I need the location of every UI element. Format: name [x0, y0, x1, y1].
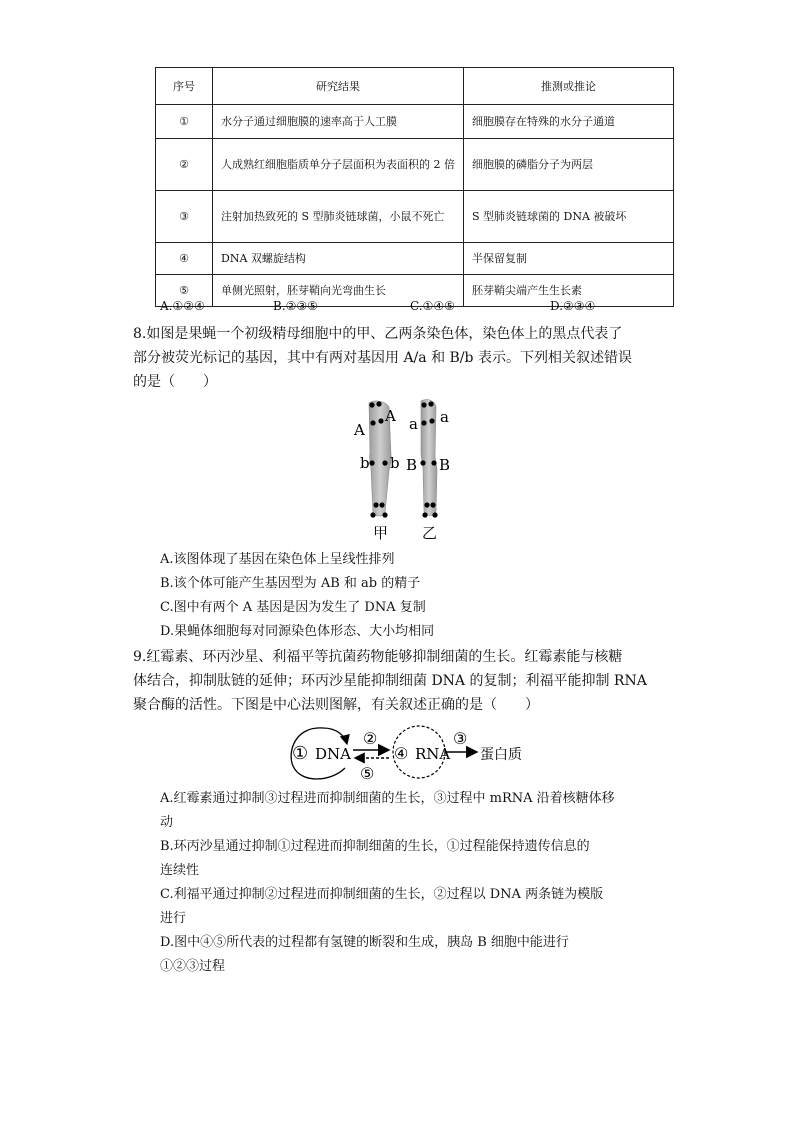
- label-B-right: B: [439, 456, 451, 474]
- label-b-right: b: [390, 454, 400, 472]
- chromosome-yi: [421, 400, 437, 516]
- row-result: 人成熟红细胞脂质单分子层面积为表面积的 2 倍: [213, 139, 464, 191]
- research-table: [155, 67, 674, 307]
- table-row: [156, 139, 674, 191]
- header-number: 序号: [156, 68, 213, 105]
- q9-option-a-line2: 动: [160, 815, 174, 830]
- row-inference: S 型肺炎链球菌的 DNA 被破坏: [464, 191, 674, 243]
- row-number: ③: [156, 191, 213, 243]
- q7-option-d[interactable]: D.②③④: [550, 299, 596, 313]
- label-rna: RNA: [415, 745, 451, 763]
- q8-stem-line1: 8.如图是果蝇一个初级精母细胞中的甲、乙两条染色体，染色体上的黑点代表了: [133, 326, 623, 342]
- q9-option-d-line2: ①②③过程: [160, 959, 226, 974]
- label-jia: 甲: [373, 524, 389, 542]
- label-A-left: A: [354, 421, 365, 439]
- row-number: ⑤: [156, 275, 213, 307]
- row-number: ①: [156, 105, 213, 139]
- label-protein: 蛋白质: [480, 747, 522, 763]
- label-B-left: B: [406, 456, 418, 474]
- q8-stem-line3: 的是（ ）: [133, 374, 217, 390]
- q9-option-c-line1[interactable]: C.利福平通过抑制②过程进而抑制细菌的生长，②过程以 DNA 两条链为模版: [160, 887, 604, 902]
- q8-option-c[interactable]: C.图中有两个 A 基因是因为发生了 DNA 复制: [160, 600, 426, 615]
- q7-option-c[interactable]: C.①④⑤: [410, 299, 455, 313]
- row-result: 水分子通过细胞膜的速率高于人工膜: [213, 105, 464, 139]
- q9-option-c-line2: 进行: [160, 911, 187, 926]
- label-a-right: a: [440, 408, 449, 426]
- label-n3: ③: [453, 729, 468, 748]
- q9-option-d-line1[interactable]: D.图中④⑤所代表的过程都有氢键的断裂和生成，胰岛 B 细胞中能进行: [160, 935, 569, 950]
- label-A-right: A: [385, 407, 396, 425]
- q9-stem-line2: 体结合，抑制肽链的延伸；环丙沙星能抑制细菌 DNA 的复制；利福平能抑制 RNA: [133, 673, 647, 689]
- q9-option-b-line1[interactable]: B.环丙沙星通过抑制①过程进而抑制细菌的生长，①过程能保持遗传信息的: [160, 839, 590, 854]
- q8-option-a[interactable]: A.该图体现了基因在染色体上呈线性排列: [160, 552, 395, 567]
- q9-option-b-line2: 连续性: [160, 863, 200, 878]
- table-row: [156, 191, 674, 243]
- header-result: 研究结果: [213, 68, 464, 105]
- q7-option-a[interactable]: A.①②④: [160, 299, 205, 313]
- label-n2: ②: [363, 729, 378, 748]
- table-row: [156, 243, 674, 275]
- row-number: ④: [156, 243, 213, 275]
- label-dna: DNA: [315, 745, 351, 763]
- label-n5: ⑤: [360, 764, 375, 783]
- row-inference: 胚芽鞘尖端产生生长素: [464, 275, 674, 307]
- label-yi: 乙: [422, 524, 438, 542]
- label-a-left: a: [409, 415, 418, 433]
- header-inference: 推测或推论: [464, 68, 674, 105]
- q9-option-a-line1[interactable]: A.红霉素通过抑制③过程进而抑制细菌的生长，③过程中 mRNA 沿着核糖体移: [160, 791, 615, 806]
- label-n4: ④: [394, 744, 409, 763]
- row-inference: 细胞膜的磷脂分子为两层: [464, 139, 674, 191]
- chromosome-figure: [345, 395, 465, 545]
- label-b-left: b: [360, 454, 370, 472]
- row-result: 注射加热致死的 S 型肺炎链球菌，小鼠不死亡: [213, 191, 464, 243]
- row-result: DNA 双螺旋结构: [213, 243, 464, 275]
- row-inference: 细胞膜存在特殊的水分子通道: [464, 105, 674, 139]
- q8-option-b[interactable]: B.该个体可能产生基因型为 AB 和 ab 的精子: [160, 576, 421, 591]
- q7-option-b[interactable]: B.②③⑤: [273, 299, 318, 313]
- row-number: ②: [156, 139, 213, 191]
- row-result: 单侧光照射，胚芽鞘向光弯曲生长: [213, 275, 464, 307]
- row-inference: 半保留复制: [464, 243, 674, 275]
- table-header-row: [156, 68, 674, 105]
- q9-stem-line3: 聚合酶的活性。下图是中心法则图解，有关叙述正确的是（ ）: [133, 697, 539, 713]
- q8-stem-line2: 部分被荧光标记的基因，其中有两对基因用 A/a 和 B/b 表示。下列相关叙述错误: [133, 350, 632, 366]
- q9-stem-line1: 9.红霉素、环丙沙星、利福平等抗菌药物能够抑制细菌的生长。红霉素能与核糖: [133, 649, 623, 665]
- q8-option-d[interactable]: D.果蝇体细胞每对同源染色体形态、大小均相同: [160, 624, 435, 639]
- label-n1: ①: [292, 743, 309, 764]
- table-row: [156, 105, 674, 139]
- central-dogma-diagram: [285, 722, 535, 784]
